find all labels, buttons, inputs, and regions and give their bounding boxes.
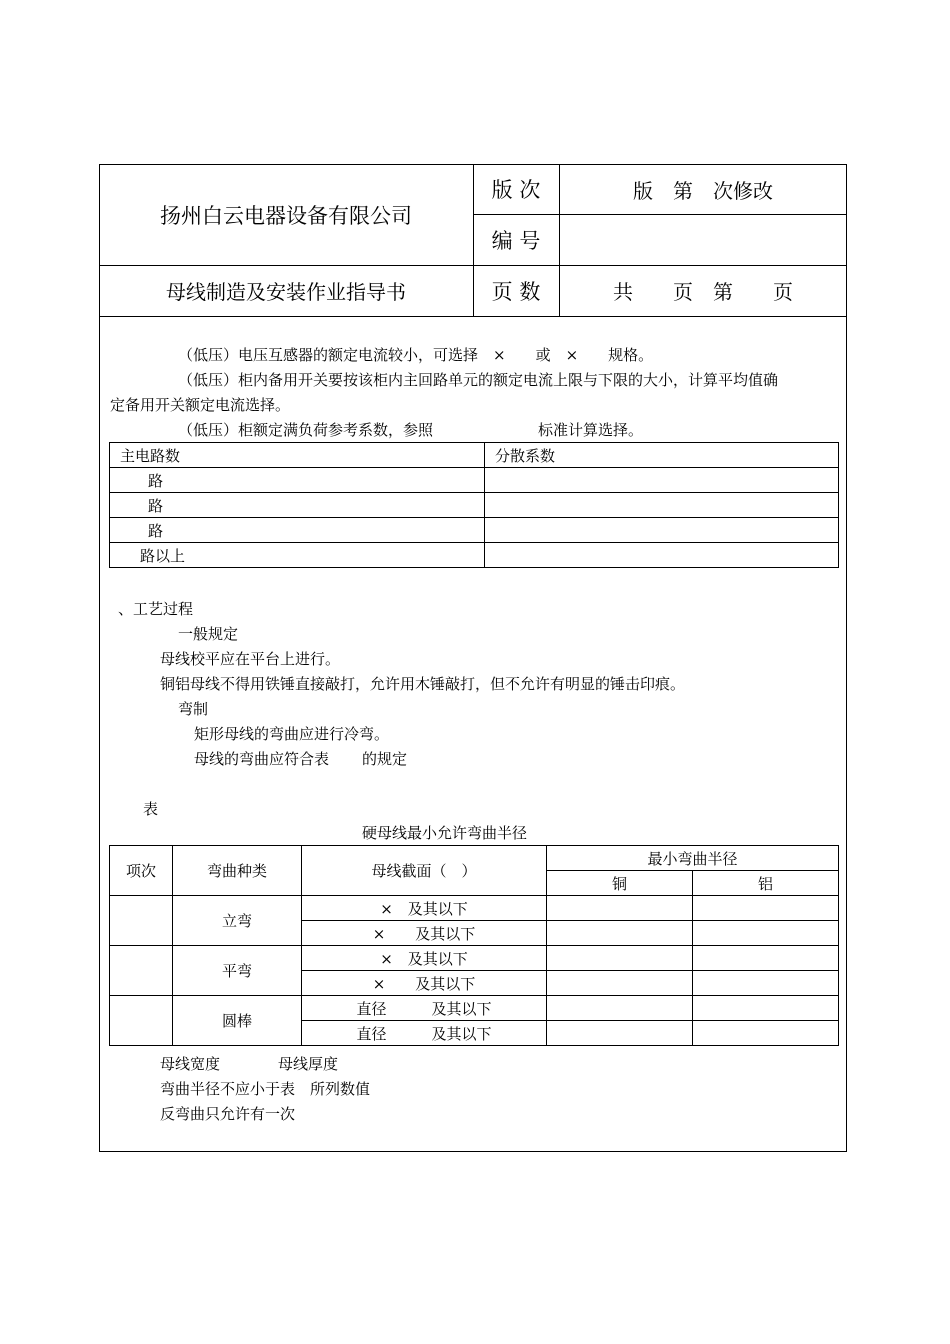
col-item-header: 项次 — [110, 846, 173, 896]
edition-value: 版 第 次修改 — [633, 178, 773, 203]
process-bend-2b: 的规定 — [362, 750, 408, 768]
cu-cell — [547, 1021, 693, 1046]
pages-label: 页 数 — [491, 279, 541, 304]
factor-cell-coef — [485, 543, 839, 568]
factor-cell-coef — [485, 493, 839, 518]
table-row — [110, 846, 839, 871]
factor-cell-coef — [485, 468, 839, 493]
table-row — [110, 443, 839, 468]
item-cell — [110, 996, 173, 1046]
process-bend-2a: 母线的弯曲应符合表 — [194, 750, 330, 768]
col-type-header: 弯曲种类 — [173, 846, 302, 896]
header-divider-h3 — [99, 316, 847, 317]
process-bend-1: 矩形母线的弯曲应进行冷弯。 — [194, 725, 390, 743]
factor-table — [109, 442, 839, 568]
section-cell: 直径 及其以下 — [302, 996, 547, 1021]
al-cell — [693, 946, 839, 971]
cu-cell — [547, 996, 693, 1021]
section-cell: × 及其以下 — [302, 921, 547, 946]
factor-cell-circuits: 路以上 — [110, 543, 485, 568]
doc-title: 母线制造及安装作业指导书 — [166, 280, 406, 304]
al-cell — [693, 996, 839, 1021]
company-name: 扬州白云电器设备有限公司 — [160, 203, 412, 228]
bend-radius-table — [109, 845, 839, 1046]
section-cell: × 及其以下 — [302, 896, 547, 921]
table-row — [110, 896, 839, 921]
col-cu-header: 铜 — [547, 871, 693, 896]
section-cell: × 及其以下 — [302, 971, 547, 996]
edition-label: 版 次 — [491, 178, 541, 202]
factor-cell-circuits: 路 — [110, 493, 485, 518]
col-section-header: 母线截面（ ） — [302, 846, 547, 896]
factor-cell-coef — [485, 518, 839, 543]
section-cell: × 及其以下 — [302, 946, 547, 971]
table-row — [110, 996, 839, 1021]
intro-line-3: 定备用开关额定电流选择。 — [110, 396, 291, 414]
process-rule-1: 母线校平应在平台上进行。 — [160, 650, 341, 668]
col-al-header: 铝 — [693, 871, 839, 896]
table2-label: 表 — [143, 800, 159, 818]
note-2: 弯曲半径不应小于表 所列数值 — [160, 1080, 371, 1098]
al-cell — [693, 1021, 839, 1046]
pages-value: 共 页 第 页 — [613, 280, 793, 304]
factor-cell-circuits: 路 — [110, 468, 485, 493]
process-heading: 、工艺过程 — [118, 600, 194, 618]
cu-cell — [547, 946, 693, 971]
table2-caption: 硬母线最小允许弯曲半径 — [362, 824, 528, 842]
note-3: 反弯曲只允许有一次 — [160, 1105, 296, 1123]
process-general: 一般规定 — [178, 625, 239, 643]
al-cell — [693, 921, 839, 946]
number-value — [559, 214, 847, 265]
note-1a: 母线宽度 — [160, 1055, 221, 1073]
bend-type-cell: 平弯 — [173, 946, 302, 996]
process-bend: 弯制 — [178, 700, 209, 718]
table-row — [110, 946, 839, 971]
intro-line-2: （低压）柜内备用开关要按该柜内主回路单元的额定电流上限与下限的大小，计算平均值确 — [178, 371, 779, 389]
bend-type-cell: 立弯 — [173, 896, 302, 946]
bend-type-cell: 圆棒 — [173, 996, 302, 1046]
process-rule-2: 铜铝母线不得用铁锤直接敲打，允许用木锤敲打，但不允许有明显的锤击印痕。 — [160, 675, 686, 693]
table-row — [110, 543, 839, 568]
table-row — [110, 493, 839, 518]
intro-line-4b: 标准计算选择。 — [538, 421, 644, 439]
table-row — [110, 518, 839, 543]
factor-cell-circuits: 路 — [110, 518, 485, 543]
al-cell — [693, 896, 839, 921]
number-label: 编 号 — [491, 228, 541, 253]
factor-header-circuits: 主电路数 — [110, 443, 485, 468]
intro-line-4a: （低压）柜额定满负荷参考系数，参照 — [178, 421, 434, 439]
item-cell — [110, 896, 173, 946]
cu-cell — [547, 921, 693, 946]
cu-cell — [547, 971, 693, 996]
factor-header-coef: 分散系数 — [485, 443, 839, 468]
cu-cell — [547, 896, 693, 921]
intro-line-1: （低压）电压互感器的额定电流较小，可选择 × 或 × 规格。 — [178, 346, 654, 364]
al-cell — [693, 971, 839, 996]
note-1b: 母线厚度 — [278, 1055, 339, 1073]
item-cell — [110, 946, 173, 996]
table-row — [110, 468, 839, 493]
section-cell: 直径 及其以下 — [302, 1021, 547, 1046]
col-radius-header: 最小弯曲半径 — [547, 846, 839, 871]
